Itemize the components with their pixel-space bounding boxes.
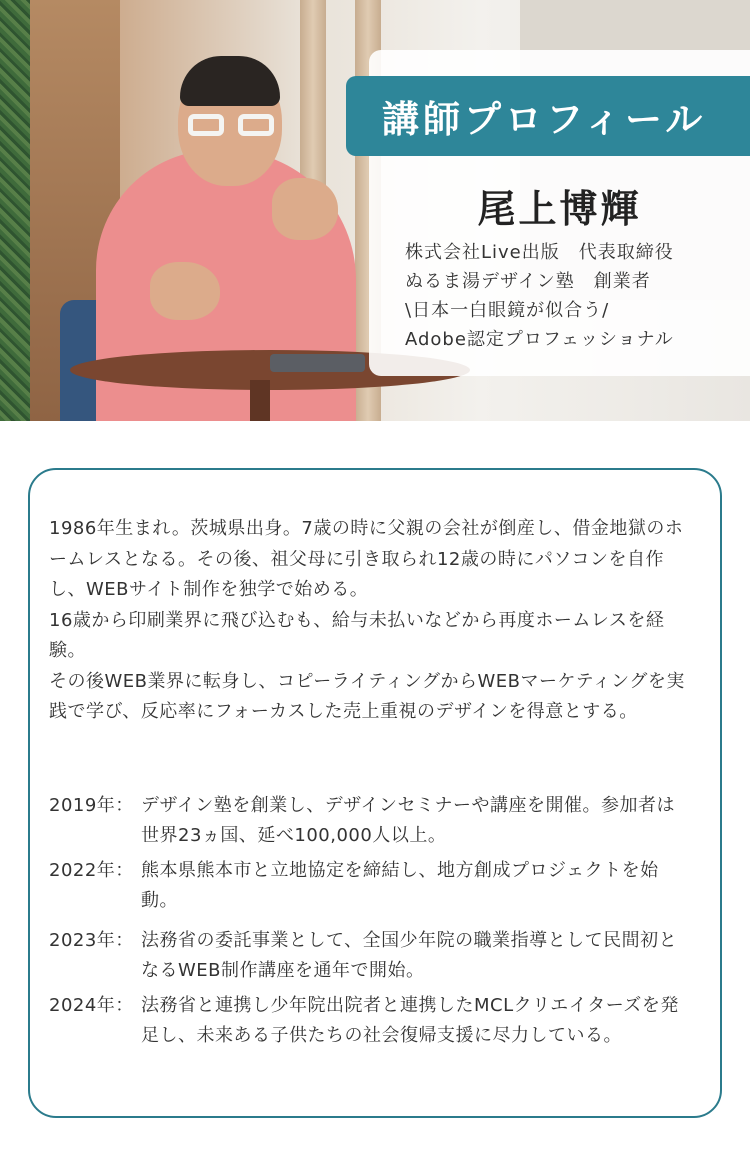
instructor-title-item: ぬるま湯デザイン塾 創業者 xyxy=(405,271,651,292)
instructor-titles xyxy=(405,238,674,354)
bio-paragraph: その後WEB業界に転身し、コピーライティングからWEBマーケティングを実践で学び、反応率にフォーカスした売上重視のデザインを得意とする。 xyxy=(49,670,685,722)
timeline-text: 法務省と連携し少年院出院者と連携したMCLクリエイターズを発足し、未来ある子供たちの社会復帰支援に尽力している。 xyxy=(141,995,679,1046)
bio-paragraph: 16歳から印刷業界に飛び込むも、給与未払いなどから再度ホームレスを経験。 xyxy=(49,609,665,661)
left-hand-illustration xyxy=(150,262,220,320)
instructor-title-item: \日本一白眼鏡が似合う/ xyxy=(405,300,610,321)
instructor-title-item: 株式会社Live出版 代表取締役 xyxy=(405,242,674,263)
timeline-item xyxy=(49,991,699,1051)
timeline-item xyxy=(49,856,699,916)
timeline xyxy=(49,791,699,1051)
timeline-year: 2019年： xyxy=(49,795,134,816)
person-hair-illustration xyxy=(180,56,280,106)
white-glasses-icon xyxy=(188,114,274,136)
instructor-title-item: Adobe認定プロフェッショナル xyxy=(405,329,674,350)
timeline-item xyxy=(49,926,699,986)
moss-wall-decoration xyxy=(0,0,30,421)
instructor-name: 尾上博輝 xyxy=(477,187,642,231)
timeline-text: 熊本県熊本市と立地協定を締結し、地方創成プロジェクトを始動。 xyxy=(141,860,659,911)
timeline-year: 2023年： xyxy=(49,930,134,951)
bio-paragraph: 1986年生まれ。茨城県出身。7歳の時に父親の会社が倒産し、借金地獄のホームレスとなる。その後、祖父母に引き取られ12歳の時にパソコンを自作し、WEBサイト制作を独学で始める。 xyxy=(49,518,684,600)
timeline-year: 2024年： xyxy=(49,995,134,1016)
laptop-illustration xyxy=(270,354,365,372)
section-title-banner xyxy=(346,76,750,156)
table-leg-illustration xyxy=(250,380,270,421)
timeline-item xyxy=(49,791,699,851)
bio-text xyxy=(49,514,699,728)
timeline-text: デザイン塾を創業し、デザインセミナーや講座を開催。参加者は世界23ヵ国、延べ100,000人以上。 xyxy=(141,795,675,846)
timeline-year: 2022年： xyxy=(49,860,134,881)
section-title: 講師プロフィール xyxy=(382,98,707,141)
right-hand-illustration xyxy=(272,178,338,240)
timeline-text: 法務省の委託事業として、全国少年院の職業指導として民間初となるWEB制作講座を通年で開始。 xyxy=(141,930,678,981)
